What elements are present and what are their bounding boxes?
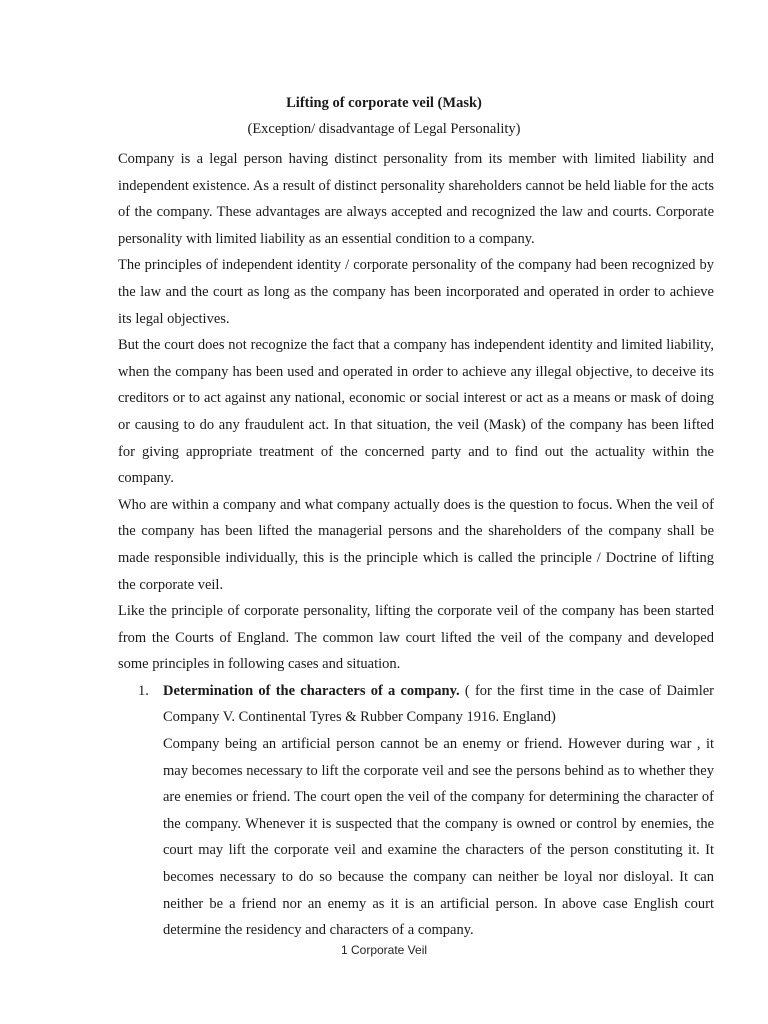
list-item-body: Company being an artificial person cannot be an enemy or friend. However during war , it may becomes necessary to lift the corporate veil and see the persons behind as to whether they are enemies or friend. The court open the veil of the company for determining the character of the company. Whenever it is suspected that the company is owned or control by enemies, the court may lift the corporate veil and examine the characters of the person constituting it. It becomes necessary to do so because the company can neither be loyal nor disloyal. It can neither be a friend nor an enemy as it is an artificial person. In above case English court determine the residency and characters of a company. xyxy=(163,736,714,939)
list-item-heading-line xyxy=(163,678,714,731)
paragraph-independent-identity: The principles of independent identity / corporate personality of the company had been recognized by the law and the court as long as the company has been incorporated and operated in order to achieve its legal objectives. xyxy=(118,257,714,327)
list-item-case-note: ( for the first time in the case of Daimler Company V. Continental Tyres & Rubber Company 1916. England) xyxy=(163,682,714,726)
document-title: Lifting of corporate veil (Mask) xyxy=(286,95,482,111)
document-subtitle: (Exception/ disadvantage of Legal Personality) xyxy=(247,121,521,137)
list-item-number: 1. xyxy=(138,682,149,699)
paragraph-court-recognition: But the court does not recognize the fact that a company has independent identity and limited liability, when the company has been used and operated in order to achieve any illegal objective, to deceive its creditors or to act against any national, economic or social interest or act as a means or mask of doing or causing to do any fraudulent act. In that situation, the veil (Mask) of the company has been lifted for giving appropriate treatment of the concerned party and to find out the actuality within the company. xyxy=(118,337,714,487)
paragraph-courts-of-england: Like the principle of corporate personality, lifting the corporate veil of the company has been started from the Courts of England. The common law court lifted the veil of the company and developed some principles in following cases and situation. xyxy=(118,603,714,673)
principles-list xyxy=(118,678,714,944)
list-item xyxy=(118,678,714,944)
paragraph-legal-person: Company is a legal person having distinct personality from its member with limited liability and independent existence. As a result of distinct personality shareholders cannot be held liable for the acts of the company. These advantages are always accepted and recognized the law and courts. Corporate personality with limited liability as an essential condition to a company. xyxy=(118,151,714,247)
page-footer: 1 Corporate Veil xyxy=(340,943,428,957)
paragraph-doctrine: Who are within a company and what company actually does is the question to focus. When the veil of the company has been lifted the managerial persons and the shareholders of the company shall be made responsible individually, this is the principle which is called the principle / Doctrine of lifting the corporate veil. xyxy=(118,496,714,593)
list-item-heading: Determination of the characters of a company. xyxy=(163,682,460,699)
document-body xyxy=(118,146,714,944)
